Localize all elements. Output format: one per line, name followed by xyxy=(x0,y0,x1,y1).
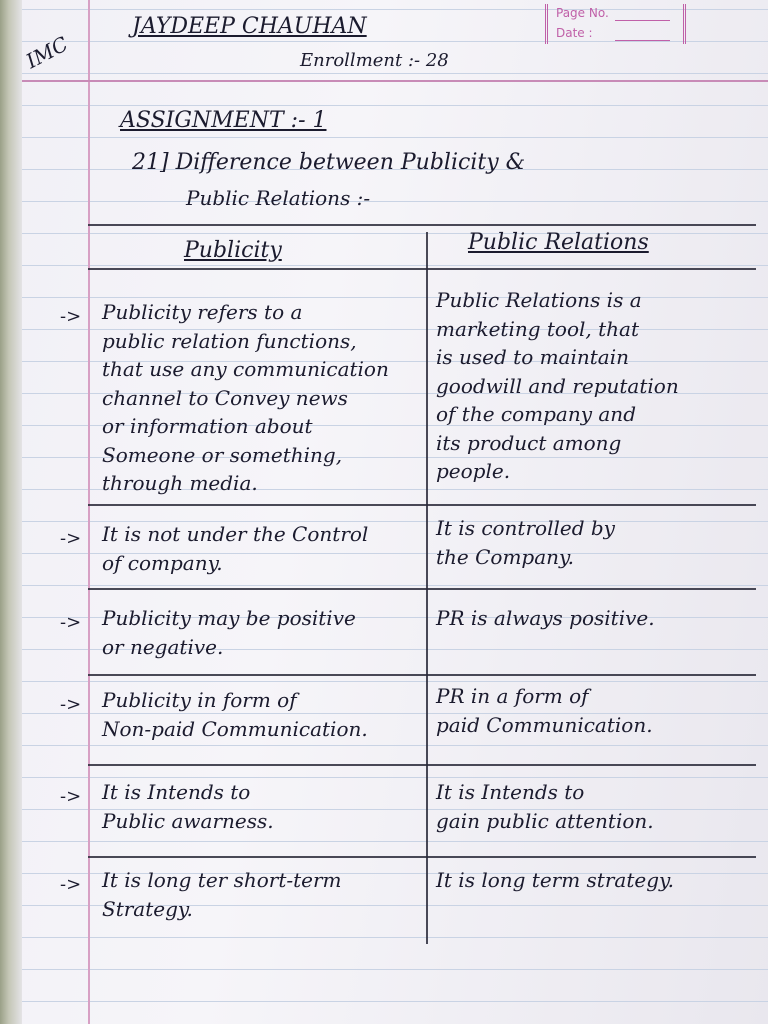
subject-margin-note: IMC xyxy=(22,31,72,74)
table-cell-publicity: It is long ter short-term Strategy. xyxy=(102,868,342,921)
table-row-rule xyxy=(88,504,756,506)
table-cell-publicity: It is not under the Control of company. xyxy=(102,522,369,575)
table-cell-publicity: It is Intends to Public awarness. xyxy=(102,780,274,833)
question-line-2: Public Relations :- xyxy=(186,186,371,210)
column-header-publicity: Publicity xyxy=(184,238,282,263)
row-arrow: -> xyxy=(60,612,82,633)
page-no-line xyxy=(615,20,670,21)
header-rule xyxy=(22,80,768,82)
row-arrow: -> xyxy=(60,306,82,327)
table-cell-publicity: Publicity may be positive or negative. xyxy=(102,606,356,659)
table-header-rule xyxy=(88,268,756,270)
date-label: Date : xyxy=(556,26,593,40)
table-cell-publicity: Publicity in form of Non-paid Communication. xyxy=(102,688,368,741)
question-line-1: 21] Difference between Publicity & xyxy=(132,150,526,175)
table-cell-public-relations: Public Relations is a marketing tool, that is used to maintain goodwill and reputation of the company and its product among people. xyxy=(436,288,679,483)
table-cell-public-relations: PR in a form of paid Communication. xyxy=(436,684,653,737)
row-arrow: -> xyxy=(60,694,82,715)
row-arrow: -> xyxy=(60,528,82,549)
table-cell-public-relations: PR is always positive. xyxy=(436,606,655,630)
table-cell-public-relations: It is controlled by the Company. xyxy=(436,516,615,569)
table-row-rule xyxy=(88,588,756,590)
row-arrow: -> xyxy=(60,874,82,895)
table-row-rule xyxy=(88,674,756,676)
table-top-rule xyxy=(88,224,756,226)
table-cell-public-relations: It is long term strategy. xyxy=(436,868,675,892)
row-arrow: -> xyxy=(60,786,82,807)
student-name: JAYDEEP CHAUHAN xyxy=(132,14,367,39)
table-cell-publicity: Publicity refers to a public relation functions, that use any communication channel to Convey news or information about Someone or something, through media. xyxy=(102,300,389,495)
enrollment-number: Enrollment :- 28 xyxy=(300,50,449,71)
date-line xyxy=(615,40,670,41)
assignment-title: ASSIGNMENT :- 1 xyxy=(120,108,327,133)
page-no-label: Page No. xyxy=(556,6,609,20)
table-row-rule xyxy=(88,856,756,858)
column-header-public-relations: Public Relations xyxy=(468,230,649,255)
notebook-binding xyxy=(0,0,22,1024)
table-row-rule xyxy=(88,764,756,766)
table-cell-public-relations: It is Intends to gain public attention. xyxy=(436,780,654,833)
comparison-table xyxy=(60,224,756,946)
